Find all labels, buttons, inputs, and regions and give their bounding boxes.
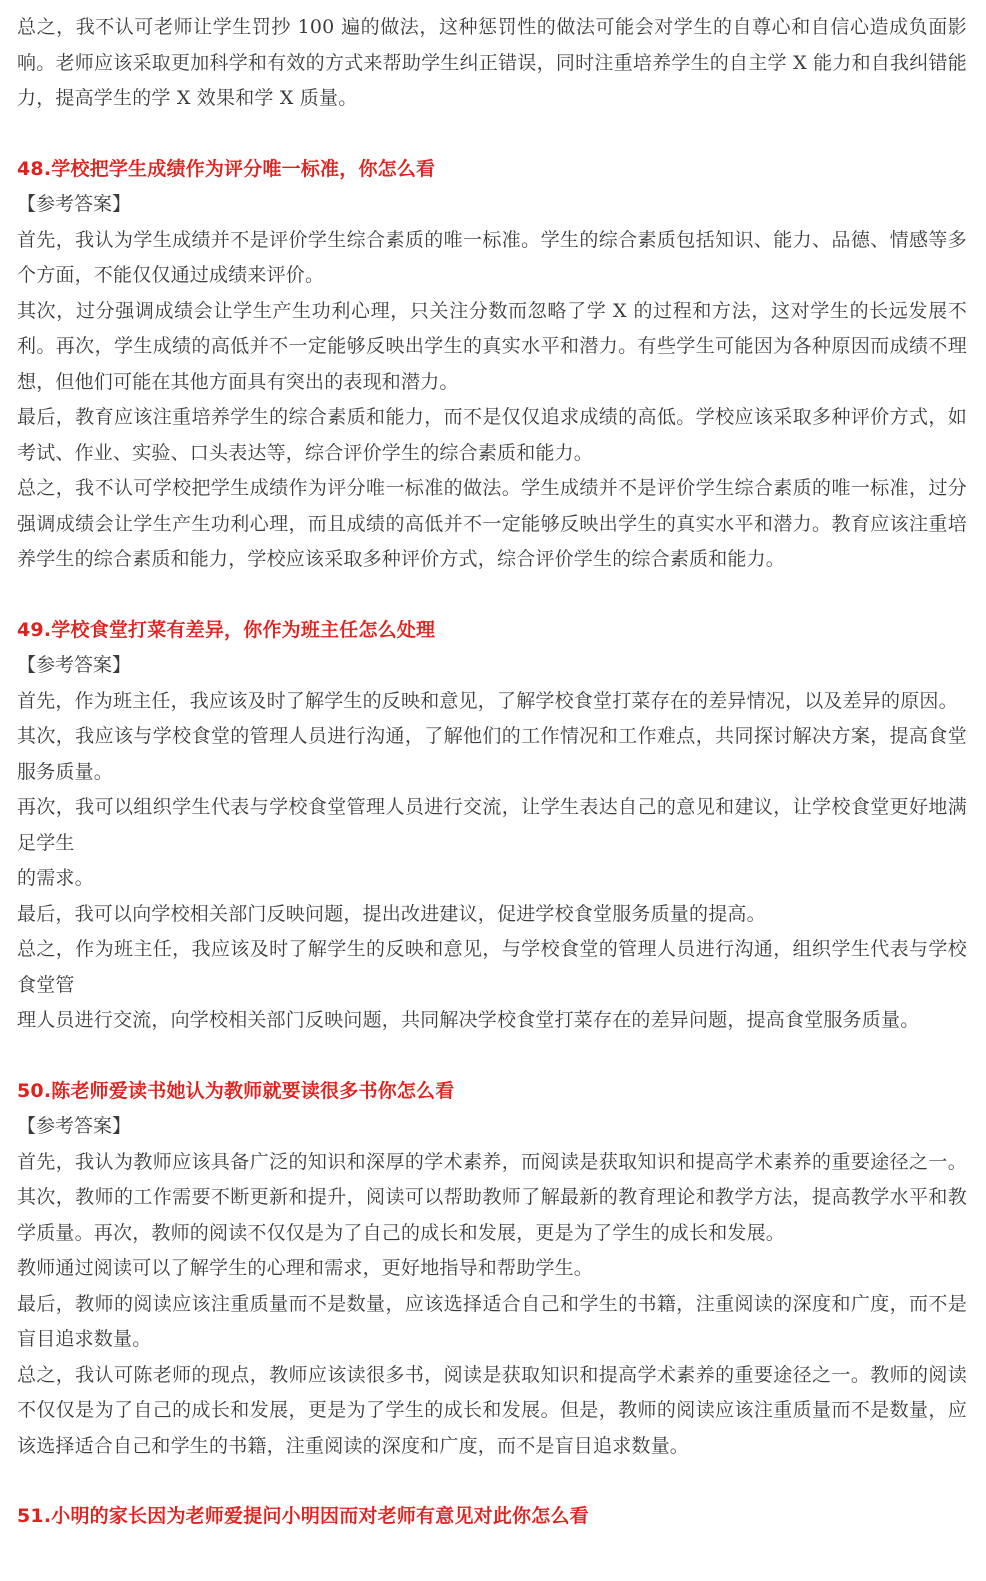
question-51: [17, 1499, 967, 1535]
intro-paragraph: 总之，我不认可老师让学生罚抄 100 遍的做法，这种惩罚性的做法可能会对学生的自尊心和自信心造成负面影响。老师应该采取更加科学和有效的方式来帮助学生纠正错误，同时注重培养学生的自主学 X 能力和自我纠错能力，提高学生的学 X 效果和学 X 质量。: [17, 16, 967, 109]
question-48-answer-label: 【参考答案】: [17, 193, 132, 215]
question-49-paragraph-4: 的需求。: [17, 867, 94, 889]
question-49-paragraph-6: 总之，作为班主任，我应该及时了解学生的反映和意见，与学校食堂的管理人员进行沟通，组织学生代表与学校食堂管: [17, 938, 967, 996]
section-spacer: [17, 117, 967, 152]
question-50: [17, 1074, 967, 1465]
question-49-answer-label: 【参考答案】: [17, 654, 132, 676]
question-48-paragraph-2: 其次，过分强调成绩会让学生产生功利心理，只关注分数而忽略了学 X 的过程和方法，这对学生的长远发展不利。再次，学生成绩的高低并不一定能够反映出学生的真实水平和潜力。有些学生可能因为各种原因而成绩不理想，但他们可能在其他方面具有突出的表现和潜力。: [17, 299, 967, 393]
intro-block: [17, 10, 967, 117]
question-49-paragraph-7: 理人员进行交流，向学校相关部门反映问题，共同解决学校食堂打菜存在的差异问题，提高食堂服务质量。: [17, 1009, 920, 1031]
question-49-paragraph-2: 其次，我应该与学校食堂的管理人员进行沟通，了解他们的工作情况和工作难点，共同探讨解决方案，提高食堂服务质量。: [17, 725, 967, 783]
question-49-paragraph-3: 再次，我可以组织学生代表与学校食堂管理人员进行交流，让学生表达自己的意见和建议，让学校食堂更好地满足学生: [17, 796, 967, 854]
article-body: [17, 10, 967, 1535]
question-50-paragraph-2: 教师通过阅读可以了解学生的心理和需求，更好地指导和帮助学生。: [17, 1257, 594, 1279]
section-spacer: [17, 1464, 967, 1499]
question-49-title: 49.学校食堂打菜有差异，你作为班主任怎么处理: [17, 618, 436, 641]
question-49-paragraph-1: 首先，作为班主任，我应该及时了解学生的反映和意见，了解学校食堂打菜存在的差异情况，以及差异的原因。: [17, 689, 958, 712]
question-48: [17, 152, 967, 578]
question-48-paragraph-4: 总之，我不认可学校把学生成绩作为评分唯一标准的做法。学生成绩并不是评价学生综合素质的唯一标准，过分强调成绩会让学生产生功利心理，而且成绩的高低并不一定能够反映出学生的真实水平和潜力。教育应该注重培养学生的综合素质和能力，学校应该采取多种评价方式，综合评价学生的综合素质和能力。: [17, 477, 967, 570]
question-50-paragraph-1: 首先，我认为教师应该具备广泛的知识和深厚的学术素养，而阅读是获取知识和提高学术素养的重要途径之一。其次，教师的工作需要不断更新和提升，阅读可以帮助教师了解最新的教育理论和教学方法，提高教学水平和教学质量。再次，教师的阅读不仅仅是为了自己的成长和发展，更是为了学生的成长和发展。: [17, 1150, 967, 1244]
section-spacer: [17, 1039, 967, 1074]
question-50-paragraph-4: 总之，我认可陈老师的现点，教师应该读很多书，阅读是获取知识和提高学术素养的重要途径之一。教师的阅读不仅仅是为了自己的成长和发展，更是为了学生的成长和发展。但是，教师的阅读应该注重质量而不是数量，应该选择适合自己和学生的书籍，注重阅读的深度和广度，而不是盲目追求数量。: [17, 1363, 967, 1457]
question-50-title: 50.陈老师爱读书她认为教师就要读很多书你怎么看: [17, 1079, 455, 1102]
question-51-title: 51.小明的家长因为老师爱提问小明因而对老师有意见对此你怎么看: [17, 1505, 589, 1527]
question-49: [17, 613, 967, 1039]
question-48-paragraph-3: 最后，教育应该注重培养学生的综合素质和能力，而不是仅仅追求成绩的高低。学校应该采取多种评价方式，如考试、作业、实验、口头表达等，综合评价学生的综合素质和能力。: [17, 406, 967, 464]
question-48-paragraph-1: 首先，我认为学生成绩并不是评价学生综合素质的唯一标准。学生的综合素质包括知识、能力、品德、情感等多个方面，不能仅仅通过成绩来评价。: [17, 228, 967, 286]
question-50-paragraph-3: 最后，教师的阅读应该注重质量而不是数量，应该选择适合自己和学生的书籍，注重阅读的深度和广度，而不是盲目追求数量。: [17, 1292, 967, 1350]
question-50-answer-label: 【参考答案】: [17, 1115, 132, 1137]
question-49-paragraph-5: 最后，我可以向学校相关部门反映问题，提出改进建议，促进学校食堂服务质量的提高。: [17, 902, 766, 925]
section-spacer: [17, 578, 967, 613]
question-48-title: 48.学校把学生成绩作为评分唯一标准，你怎么看: [17, 157, 436, 180]
